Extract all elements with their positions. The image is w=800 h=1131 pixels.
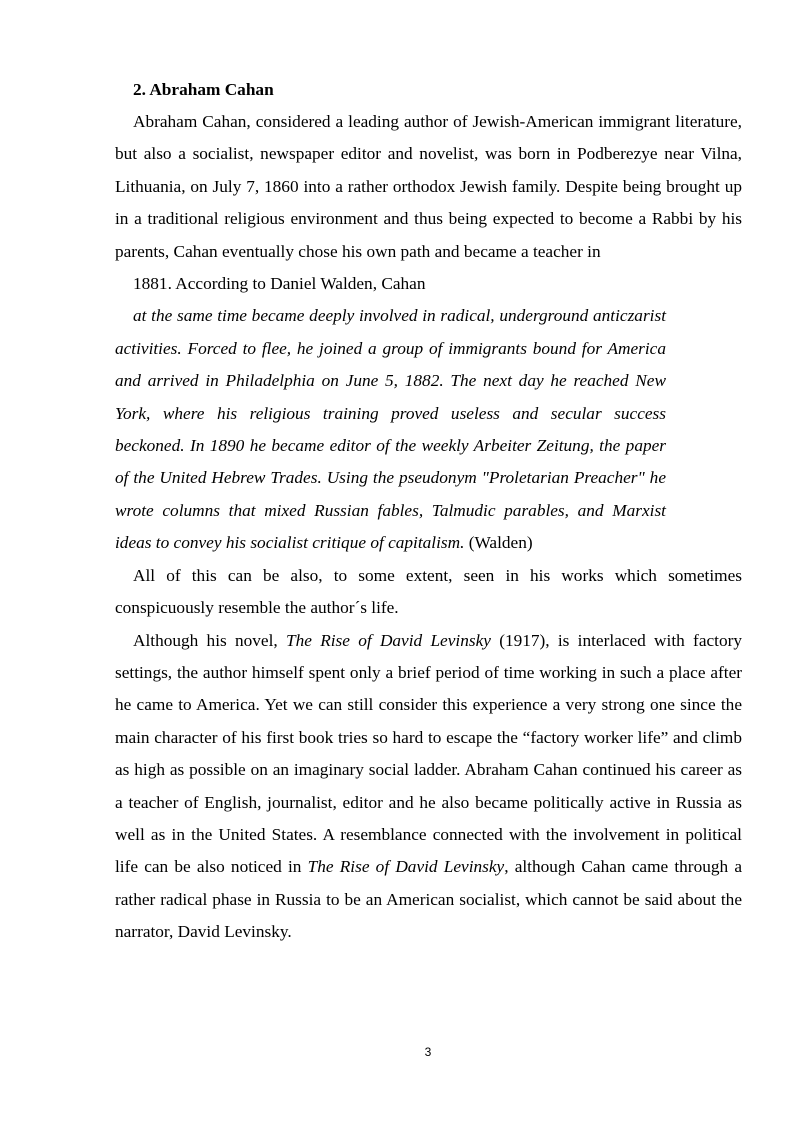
quote-citation: (Walden)	[464, 533, 533, 553]
page-number: 3	[424, 1045, 432, 1059]
paragraph-novel	[115, 625, 742, 949]
novel-text-c: , although Cahan came through a rather radical phase in Russia to be an American socialist, which cannot be said about the narrator, David Levinsky.	[115, 857, 742, 942]
paragraph-intro: Abraham Cahan, considered a leading author of Jewish-American immigrant literature, but also a socialist, newspaper editor and novelist, was born in Podberezye near Vilna, Lithuania, on July 7, 1860 into a rather orthodox Jewish family. Despite being brought up in a traditional religious environment and thus being expected to become a Rabbi by his parents, Cahan eventually chose his own path and became a teacher in	[115, 112, 742, 261]
section-heading: 2. Abraham Cahan	[133, 80, 274, 99]
quote-text: at the same time became deeply involved in radical, underground anticzarist activities. Forced to flee, he joined a group of immigrants bound for America and arrived in Philadelphia on June 5, 1882. The next day he reached New York, where his religious training proved useless and secular success beckoned. In 1890 he became editor of the weekly Arbeiter Zeitung, the paper of the United Hebrew Trades. Using the pseudonym "Proletarian Preacher" he wrote columns that mixed Russian fables, Talmudic parables, and Marxist ideas to convey his socialist critique of capitalism.	[115, 306, 666, 553]
novel-title: The Rise of David Levinsky	[286, 630, 491, 650]
block-quote	[115, 300, 666, 559]
novel-title-second: The Rise of David Levinsky	[307, 857, 505, 877]
novel-text-b: (1917), is interlaced with factory settings, the author himself spent only a brief period of time working in such a place after he came to America. Yet we can still consider this experience a very strong one since the main character of his first book tries so hard to escape the “factory worker life” and climb as high as possible on an imaginary social ladder. Abraham Cahan continued his career as a teacher of English, journalist, editor and he also became politically active in Russia as well as in the United States. A resemblance connected with the involvement in political life can be also noticed in	[115, 630, 742, 877]
paragraph-walden-lead: 1881. According to Daniel Walden, Cahan	[133, 274, 426, 294]
paragraph-resemblance: All of this can be also, to some extent, seen in his works which sometimes conspicuously resemble the author´s life.	[115, 565, 742, 618]
novel-text-a: Although his novel,	[133, 630, 286, 650]
text-column	[115, 74, 742, 949]
